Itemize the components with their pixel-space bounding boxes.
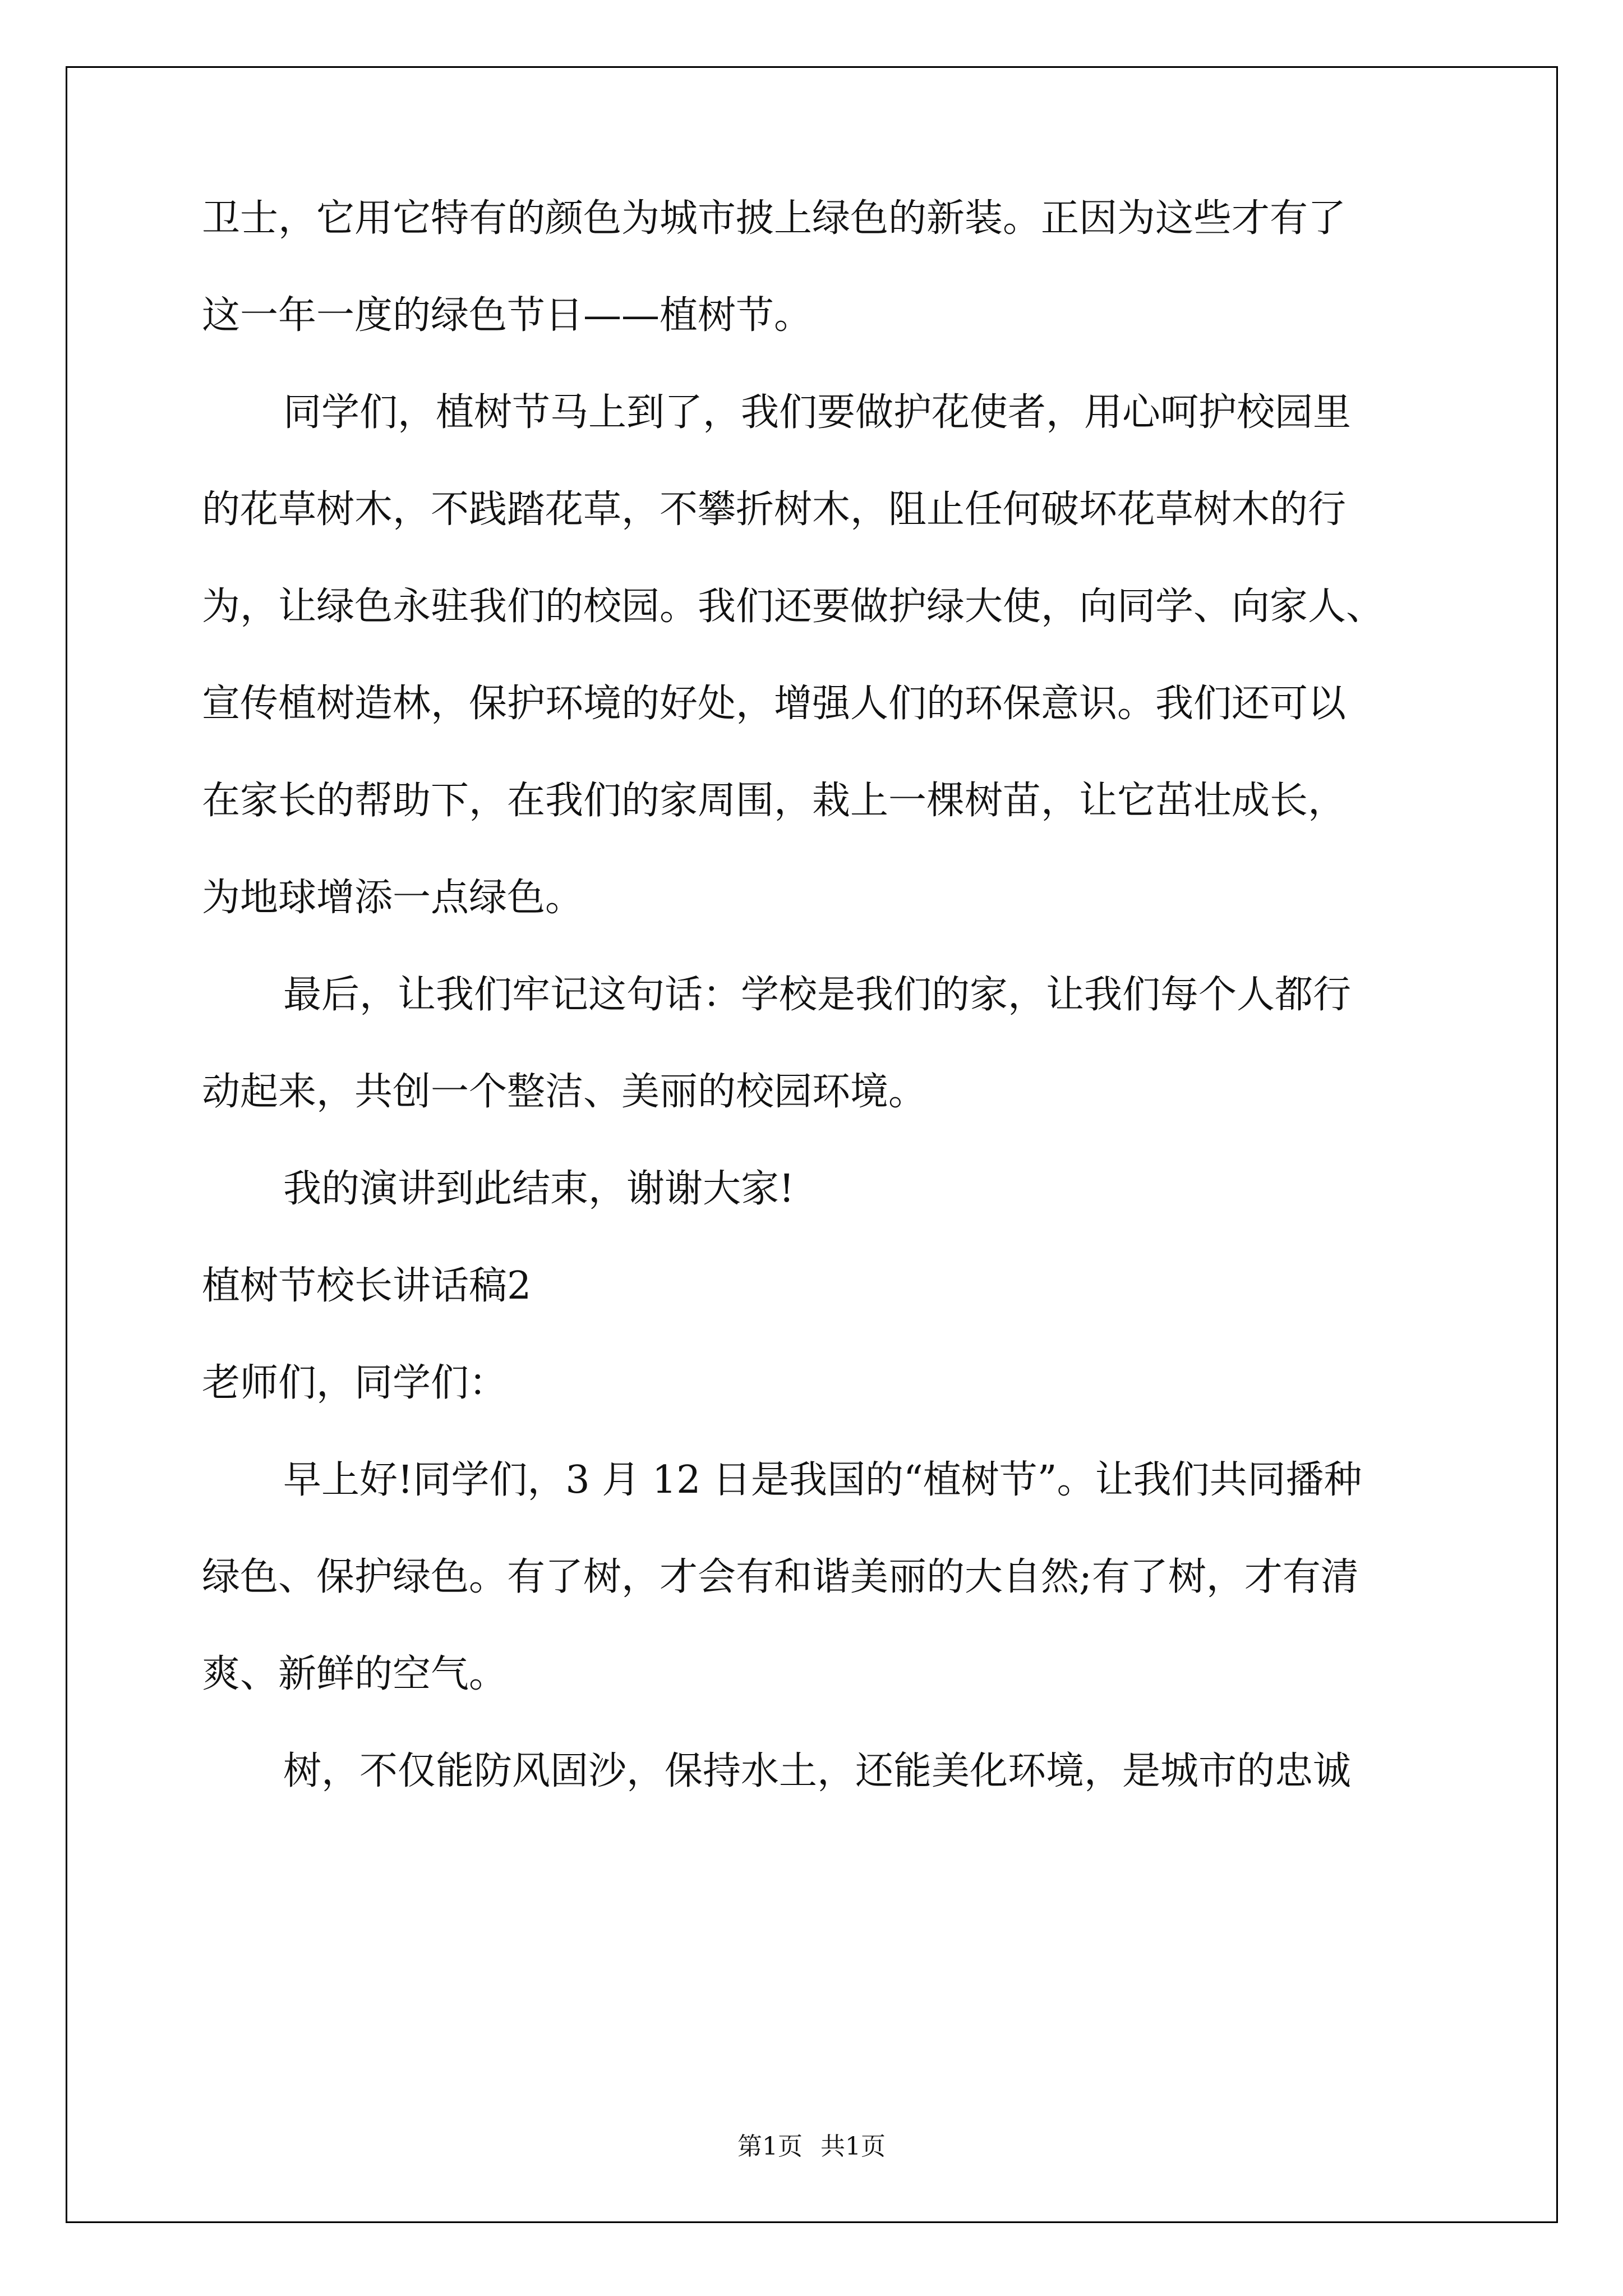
text-line: 动起来，共创一个整洁、美丽的校园环境。 [202, 1070, 927, 1114]
text-line: 为地球增添一点绿色。 [202, 876, 584, 920]
salutation: 老师们，同学们： [202, 1361, 508, 1405]
paragraph-start-line: 树，不仅能防风固沙，保持水土，还能美化环境，是城市的忠诚 [283, 1749, 1352, 1793]
text-line: 卫士，它用它特有的颜色为城市披上绿色的新装。正因为这些才有了 [202, 196, 1347, 241]
section-heading: 植树节校长讲话稿2 [202, 1264, 532, 1308]
text-line: 为，让绿色永驻我们的校园。我们还要做护绿大使，向同学、向家人、 [202, 585, 1385, 629]
text-line: 爽、新鲜的空气。 [202, 1652, 508, 1696]
paragraph-start-line: 我的演讲到此结束，谢谢大家! [283, 1167, 795, 1211]
paragraph-start-line: 早上好!同学们，3 月 12 日是我国的“植树节”。让我们共同播种 [283, 1458, 1362, 1502]
text-line: 绿色、保护绿色。有了树，才会有和谐美丽的大自然;有了树，才有清 [202, 1555, 1359, 1599]
page-footer: 第1页 共1页 [737, 2132, 886, 2161]
paragraph-start-line: 同学们，植树节马上到了，我们要做护花使者，用心呵护校园里 [283, 390, 1352, 435]
text-line: 的花草树木，不践踏花草，不攀折树木，阻止任何破坏花草树木的行 [202, 487, 1347, 532]
text-line: 在家长的帮助下，在我们的家周围，栽上一棵树苗，让它茁壮成长， [202, 779, 1347, 823]
paragraph-start-line: 最后，让我们牢记这句话：学校是我们的家，让我们每个人都行 [283, 973, 1352, 1017]
text-line: 宣传植树造林，保护环境的好处，增强人们的环保意识。我们还可以 [202, 682, 1347, 726]
text-line: 这一年一度的绿色节日——植树节。 [202, 293, 813, 338]
